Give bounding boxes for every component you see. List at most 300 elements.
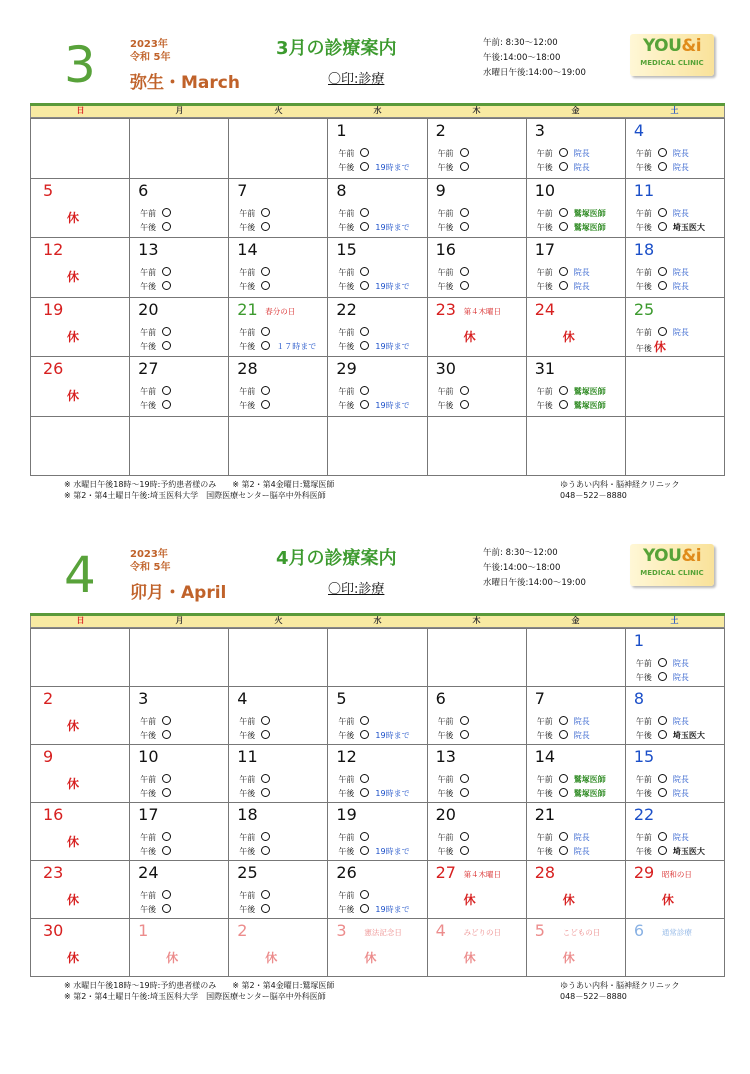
day-cell [626, 357, 725, 417]
day-cell [527, 919, 626, 977]
day-cell [527, 745, 626, 803]
open-circle-icon [261, 730, 270, 739]
am-row [239, 327, 270, 339]
open-circle-icon [658, 788, 667, 797]
closed-label: 休 [562, 893, 575, 907]
open-circle-icon [261, 327, 270, 336]
day-number: 21 [534, 805, 556, 824]
year-text: 2023年 [130, 549, 168, 560]
page-title: 4月の診療案内 [276, 548, 397, 569]
am-label: 午前 [437, 149, 454, 158]
am-row [438, 267, 469, 279]
holiday-note: 憲法記念日 [364, 928, 402, 937]
weekday-header [30, 104, 725, 118]
hours-line: 午後:14:00～18:00 [483, 563, 561, 573]
day-cell [130, 119, 229, 179]
pm-label: 午後 [140, 847, 157, 856]
pm-row [338, 222, 409, 234]
closed-label: 休 [265, 951, 278, 965]
open-circle-icon [261, 386, 270, 395]
march-header [30, 28, 725, 104]
am-label: 午前 [140, 208, 157, 218]
pm-doctor: 埼玉医大 [672, 847, 705, 856]
day-number: 23 [43, 863, 64, 882]
am-row [239, 267, 270, 279]
month-number: 3 [64, 36, 96, 94]
am-doctor: 鷲塚医師 [573, 208, 606, 218]
pm-label: 午後 [239, 905, 256, 914]
open-circle-icon [658, 222, 667, 231]
am-label: 午前 [338, 775, 355, 784]
pm-row [537, 788, 606, 800]
open-circle-icon [559, 716, 568, 725]
day-cell [130, 919, 229, 977]
am-row [537, 774, 606, 786]
open-circle-icon [360, 341, 369, 350]
logo-sub: MEDICAL CLINIC [640, 59, 704, 67]
weekday-label: 土 [670, 616, 679, 625]
day-number: 6 [633, 921, 645, 940]
open-circle-icon [559, 846, 568, 855]
pm-label: 午後 [140, 282, 157, 291]
pm-label: 午後 [536, 222, 553, 232]
day-cell [229, 745, 328, 803]
day-number: 18 [237, 805, 258, 824]
day-number: 1 [633, 631, 645, 650]
day-cell [428, 119, 527, 179]
pm-label: 午後 [635, 731, 652, 740]
am-row [537, 267, 590, 279]
open-circle-icon [559, 208, 568, 217]
am-row [537, 208, 606, 220]
day-number: 21 [237, 299, 258, 319]
am-label: 午前 [239, 891, 256, 900]
clinic-name: ゆうあい内科・脳神経クリニック [560, 981, 680, 990]
pm-doctor: 19時まで [375, 222, 410, 232]
pm-label: 午後 [338, 163, 355, 172]
day-cell [328, 119, 427, 179]
am-label: 午前 [140, 833, 157, 842]
day-number: 11 [237, 747, 258, 766]
weekday-label: 水 [373, 106, 382, 115]
day-number: 3 [336, 921, 347, 940]
closed-label: 休 [562, 951, 575, 965]
day-number: 5 [534, 921, 545, 940]
am-doctor: 院長 [672, 833, 689, 842]
april-header [30, 538, 725, 614]
day-number: 28 [534, 863, 556, 882]
open-circle-icon [658, 774, 667, 783]
weekday-label: 木 [472, 106, 481, 115]
footer-note: ※ 水曜日午後18時～19時:予約患者様のみ ※ 第2・第4金曜日:鷲塚医師 [64, 981, 335, 990]
open-circle-icon [658, 832, 667, 841]
pm-label: 午後 [338, 731, 355, 740]
am-label: 午前 [338, 149, 355, 158]
footer-note: ※ 第2・第4土曜日午後:埼玉医科大学 国際医療センター脳卒中外科医師 [64, 992, 326, 1001]
open-circle-icon [559, 774, 568, 783]
footer [30, 476, 725, 500]
pm-doctor: 19時まで [375, 905, 410, 914]
day-number: 2 [43, 689, 54, 708]
am-label: 午前 [437, 208, 454, 218]
am-label: 午前 [635, 208, 652, 218]
am-doctor: 院長 [672, 659, 689, 668]
pm-label: 午後 [635, 222, 652, 232]
am-row [239, 832, 270, 844]
pm-label: 午後 [338, 789, 355, 798]
pm-label: 午後 [437, 401, 454, 410]
open-circle-icon [162, 716, 171, 725]
pm-row [239, 222, 270, 234]
day-cell [130, 357, 229, 417]
pm-row [338, 162, 409, 174]
day-number: 14 [534, 747, 556, 766]
am-label: 午前 [437, 387, 454, 396]
pm-row [537, 400, 606, 412]
open-circle-icon [360, 730, 369, 739]
am-row [537, 832, 590, 844]
day-cell [328, 298, 427, 358]
am-row [338, 148, 369, 160]
closed-label: 休 [67, 835, 80, 849]
day-cell [527, 687, 626, 745]
open-circle-icon [559, 400, 568, 409]
open-circle-icon [261, 716, 270, 725]
pm-label: 午後 [338, 282, 355, 291]
weekday-label: 水 [373, 616, 382, 625]
day-cell [328, 238, 427, 298]
am-label: 午前 [239, 833, 256, 842]
open-circle-icon [658, 846, 667, 855]
am-doctor: 院長 [573, 833, 590, 842]
day-number: 29 [633, 863, 655, 882]
day-number: 26 [43, 359, 64, 378]
day-number: 28 [237, 359, 258, 378]
am-row [438, 774, 469, 786]
pm-row [239, 341, 316, 353]
month-number: 4 [64, 546, 96, 604]
day-cell [229, 629, 328, 687]
am-row [140, 386, 171, 398]
am-label: 午前 [140, 387, 157, 396]
open-circle-icon [360, 281, 369, 290]
day-cell [229, 803, 328, 861]
day-number: 31 [534, 359, 556, 378]
day-cell [527, 238, 626, 298]
pm-label: 午後 [635, 282, 652, 291]
open-circle-icon [460, 222, 469, 231]
pm-doctor: 19時まで [375, 341, 410, 351]
day-number: 1 [138, 921, 149, 940]
closed-label: 休 [562, 329, 575, 344]
pm-label: 午後 [338, 847, 355, 856]
legend-text: 〇印:診療 [328, 72, 385, 87]
am-label: 午前 [536, 149, 553, 158]
closed-label: 休 [67, 389, 80, 403]
hours-line: 水曜日午後:14:00～19:00 [483, 578, 586, 588]
day-cell [31, 861, 130, 919]
day-cell [626, 179, 725, 239]
day-cell [527, 179, 626, 239]
footer-note: ※ 水曜日午後18時～19時:予約患者様のみ ※ 第2・第4金曜日:鷲塚医師 [64, 480, 335, 489]
day-number: 7 [237, 180, 248, 200]
am-label: 午前 [437, 268, 454, 277]
hours-line: 午後:14:00～18:00 [483, 53, 561, 63]
day-number: 16 [435, 240, 456, 259]
open-circle-icon [658, 281, 667, 290]
pm-label: 午後 [140, 222, 157, 232]
day-number: 2 [237, 921, 248, 940]
am-label: 午前 [635, 833, 652, 842]
day-cell [428, 357, 527, 417]
weekday-label: 木 [472, 616, 481, 625]
day-number: 27 [435, 863, 456, 882]
open-circle-icon [261, 208, 270, 217]
pm-doctor: 埼玉医大 [672, 222, 705, 232]
open-circle-icon [162, 208, 171, 217]
am-row [338, 716, 369, 728]
day-cell [626, 687, 725, 745]
pm-doctor: １７時まで [276, 341, 317, 351]
day-number: 20 [435, 805, 456, 824]
march-calendar [30, 28, 725, 500]
pm-row [239, 904, 270, 916]
am-label: 午前 [635, 268, 652, 277]
day-cell [130, 803, 229, 861]
day-cell [428, 919, 527, 977]
pm-row [636, 341, 666, 355]
am-row [338, 386, 369, 398]
day-number: 19 [43, 299, 64, 319]
pm-label: 午後 [140, 341, 157, 351]
am-row [239, 716, 270, 728]
logo-word-a: YOU [642, 36, 682, 56]
weekday-label: 月 [175, 616, 184, 625]
am-row [140, 832, 171, 844]
closed-label: 休 [67, 329, 80, 344]
pm-label: 午後 [536, 282, 553, 291]
open-circle-icon [559, 832, 568, 841]
am-row [636, 658, 689, 670]
open-circle-icon [360, 267, 369, 276]
pm-row [537, 222, 606, 234]
open-circle-icon [162, 281, 171, 290]
open-circle-icon [360, 327, 369, 336]
am-doctor: 院長 [573, 268, 590, 277]
am-label: 午前 [338, 833, 355, 842]
day-number: 18 [633, 240, 655, 259]
day-number: 30 [435, 359, 456, 378]
am-label: 午前 [239, 327, 256, 337]
open-circle-icon [460, 208, 469, 217]
am-row [438, 208, 469, 220]
pm-label: 午後 [239, 847, 256, 856]
am-row [338, 890, 369, 902]
pm-row [438, 400, 469, 412]
pm-label: 午後 [239, 341, 256, 351]
am-doctor: 院長 [573, 717, 590, 726]
am-row [438, 832, 469, 844]
am-row [239, 890, 270, 902]
am-doctor: 院長 [573, 149, 590, 158]
open-circle-icon [559, 788, 568, 797]
pm-doctor: 鷲塚医師 [573, 789, 606, 798]
pm-label: 午後 [437, 847, 454, 856]
day-cell [31, 919, 130, 977]
logo-word-b: &i [681, 36, 702, 56]
am-doctor: 院長 [672, 327, 689, 337]
day-cell [229, 298, 328, 358]
day-number: 11 [633, 180, 655, 200]
day-number: 25 [633, 299, 655, 319]
am-label: 午前 [635, 659, 652, 668]
open-circle-icon [261, 832, 270, 841]
year-label [130, 548, 170, 574]
open-circle-icon [559, 730, 568, 739]
day-cell [130, 745, 229, 803]
am-label: 午前 [338, 891, 355, 900]
day-cell [229, 417, 328, 477]
open-circle-icon [261, 222, 270, 231]
day-number: 22 [633, 805, 655, 824]
pm-row [338, 281, 409, 293]
day-cell [31, 629, 130, 687]
pm-label: 午後 [635, 673, 652, 682]
closed-label: 休 [661, 893, 674, 907]
footer-notes [64, 980, 334, 1002]
day-number: 27 [138, 359, 159, 378]
pm-row [338, 400, 409, 412]
open-circle-icon [261, 400, 270, 409]
day-number: 9 [43, 747, 54, 766]
am-row [636, 832, 689, 844]
am-doctor: 鷲塚医師 [573, 775, 606, 784]
open-circle-icon [261, 774, 270, 783]
hours-info [483, 546, 586, 591]
day-number: 2 [435, 121, 446, 140]
am-label: 午前 [338, 387, 355, 396]
open-circle-icon [658, 162, 667, 171]
open-circle-icon [460, 267, 469, 276]
pm-label: 午後 [536, 847, 553, 856]
era-text: 令和 5年 [130, 52, 171, 63]
weekday-label: 土 [670, 106, 679, 115]
day-number: 1 [336, 121, 347, 140]
am-row [338, 832, 369, 844]
day-cell [527, 861, 626, 919]
pm-row [140, 846, 171, 858]
am-label: 午前 [635, 327, 652, 337]
am-row [438, 386, 469, 398]
open-circle-icon [460, 774, 469, 783]
day-cell [328, 861, 427, 919]
open-circle-icon [460, 846, 469, 855]
clinic-name: ゆうあい内科・脳神経クリニック [560, 480, 680, 489]
day-number: 16 [43, 805, 64, 824]
day-cell [527, 119, 626, 179]
am-doctor: 鷲塚医師 [573, 387, 606, 396]
pm-doctor: 19時まで [375, 847, 410, 856]
day-number: 10 [534, 180, 556, 200]
day-cell [626, 803, 725, 861]
am-row [239, 774, 270, 786]
open-circle-icon [460, 730, 469, 739]
day-cell [328, 803, 427, 861]
pm-row [537, 162, 590, 174]
am-doctor: 院長 [672, 268, 689, 277]
open-circle-icon [162, 267, 171, 276]
am-label: 午前 [338, 717, 355, 726]
pm-closed-label: 休 [653, 339, 666, 354]
am-row [438, 148, 469, 160]
open-circle-icon [261, 281, 270, 290]
pm-row [140, 222, 171, 234]
day-number: 20 [138, 299, 159, 319]
clinic-phone: 048－522－8880 [560, 992, 627, 1001]
open-circle-icon [162, 788, 171, 797]
day-cell [527, 417, 626, 477]
pm-row [537, 730, 590, 742]
open-circle-icon [162, 400, 171, 409]
open-circle-icon [658, 148, 667, 157]
open-circle-icon [360, 400, 369, 409]
day-cell [428, 629, 527, 687]
pm-label: 午後 [239, 222, 256, 232]
open-circle-icon [360, 208, 369, 217]
pm-row [438, 162, 469, 174]
pm-doctor: 19時まで [375, 282, 410, 291]
day-cell [130, 238, 229, 298]
pm-row [338, 788, 409, 800]
day-cell [31, 687, 130, 745]
am-row [239, 208, 270, 220]
pm-doctor: 院長 [672, 163, 689, 172]
am-row [636, 716, 689, 728]
am-doctor: 院長 [672, 208, 689, 218]
am-doctor: 院長 [672, 149, 689, 158]
pm-label: 午後 [437, 222, 454, 232]
open-circle-icon [162, 327, 171, 336]
am-label: 午前 [536, 268, 553, 277]
pm-doctor: 院長 [672, 282, 689, 291]
day-cell [229, 179, 328, 239]
day-cell [626, 745, 725, 803]
pm-row [239, 281, 270, 293]
am-row [338, 774, 369, 786]
pm-doctor: 19時まで [375, 731, 410, 740]
open-circle-icon [658, 267, 667, 276]
day-number: 25 [237, 863, 258, 882]
day-cell [527, 298, 626, 358]
pm-row [438, 222, 469, 234]
header-divider [30, 613, 725, 616]
open-circle-icon [460, 716, 469, 725]
pm-label: 午後 [338, 905, 355, 914]
am-label: 午前 [635, 717, 652, 726]
pm-label: 午後 [437, 282, 454, 291]
open-circle-icon [360, 774, 369, 783]
day-cell [31, 238, 130, 298]
day-number: 10 [138, 747, 159, 766]
am-label: 午前 [239, 717, 256, 726]
open-circle-icon [162, 341, 171, 350]
pm-row [636, 672, 689, 684]
pm-doctor: 院長 [573, 163, 590, 172]
open-circle-icon [360, 846, 369, 855]
am-row [438, 716, 469, 728]
day-number: 19 [336, 805, 357, 824]
hours-line: 水曜日午後:14:00～19:00 [483, 68, 586, 78]
